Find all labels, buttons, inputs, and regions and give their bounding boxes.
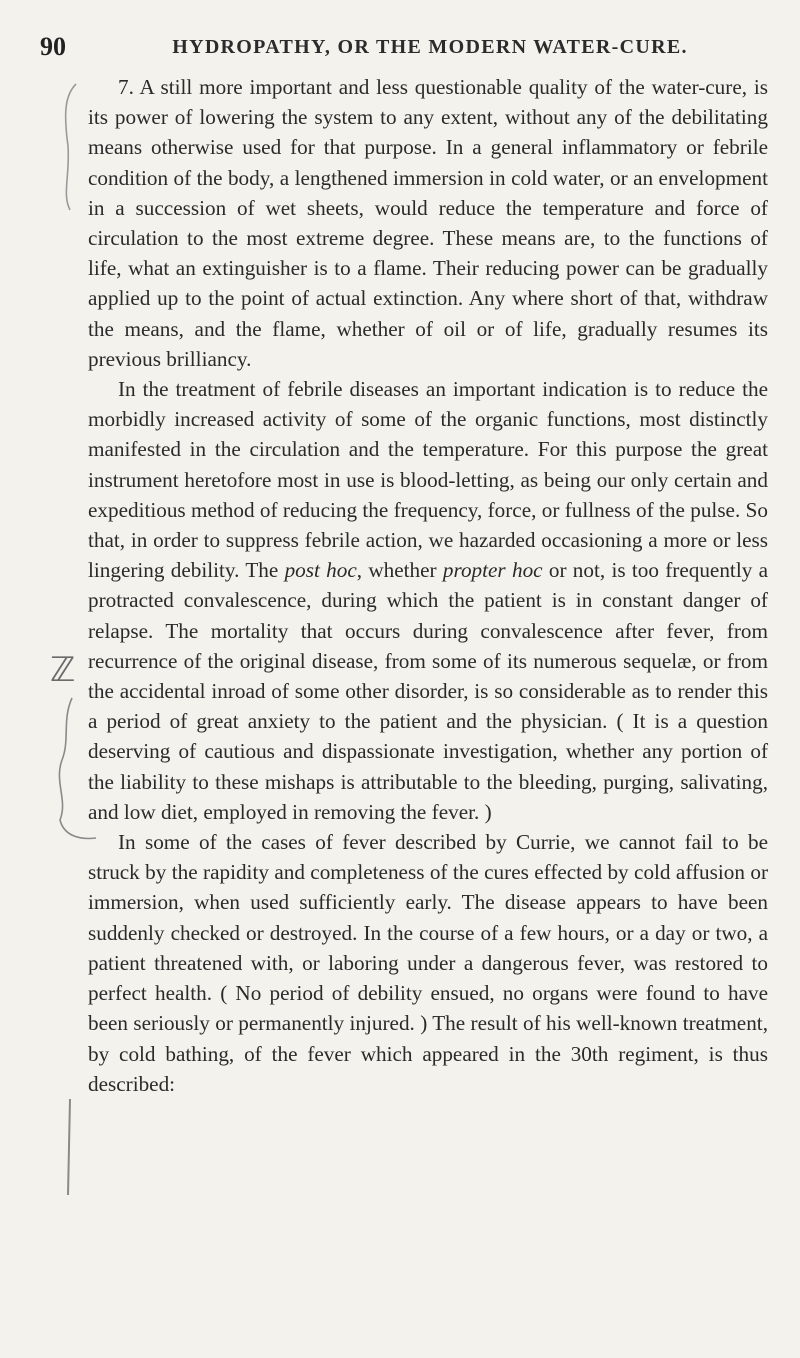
margin-scribble-mark: ℤ: [50, 650, 76, 690]
paragraph-3: In some of the cases of fever described by Currie, we cannot fail to be struck by the rapidity and completeness of the cures effected by cold affusion or immersion, when used sufficiently early. The disease appears to have been suddenly checked or destroyed. In the course of a few hours, or a day or two, a patient threatened with, or laboring under a dangerous fever, was restored to perfect health. ( No period of debility ensued, no organs were found to have been seriously or permanently injured. ) The result of his well-known treatment, by cold bathing, of the fever which appeared in the 30th regiment, is thus described:: [88, 830, 768, 1096]
running-title: HYDROPATHY, OR THE MODERN WATER-CURE.: [172, 36, 688, 58]
paragraph-2-part-3: or not, is too frequently a protracted convalescence, during which the patient is in constant danger of relapse. The mortality that occurs during convalescence after fever, from recurrence of the original disease, from some of its numerous sequelæ, or from the accidental inroad of some other disorder, is so considerable as to render this a period of great anxiety to the patient and the physician. ( It is a question deserving of cautious and dispassionate investigation, whether any portion of the liability to these mishaps is attributable to the bleeding, purging, salivating, and low diet, employed in removing the fever. ): [88, 558, 768, 824]
page-number: 90: [40, 32, 66, 61]
margin-bracket-mark: [50, 76, 80, 216]
paragraph-2: [88, 374, 768, 827]
page-header: [40, 32, 760, 62]
paragraph-2-part-2: , whether: [356, 558, 443, 583]
paragraph-1: 7. A still more important and less questionable quality of the water-cure, is its power of lowering the system to any extent, without any of the debilitating means otherwise used for that purpose. In a general inflammatory or febrile condition of the body, a lengthened immersion in cold water, or an envelopment in a succession of wet sheets, would reduce the temperature and force of circulation to the most extreme degree. These means are, to the functions of life, what an extinguisher is to a flame. Their reducing power can be gradually applied up to the point of actual extinction. Any where short of that, withdraw the means, and the flame, whether of oil or of life, gradually resumes its previous brilliancy.: [88, 75, 768, 371]
margin-line-mark: [60, 1095, 80, 1205]
italic-phrase-propter-hoc: propter hoc: [442, 558, 543, 583]
page-body: [88, 72, 768, 1099]
paragraph-2-part-1: In the treatment of febrile diseases an important indication is to reduce the morbidly increased activity of some of the organic functions, most distinctly manifested in the circulation and the temperature. For this purpose the great instrument heretofore most in use is blood-letting, as being our only certain and expeditious method of reducing the frequency, force, or fullness of the pulse. So that, in order to suppress febrile action, we hazarded occasioning a more or less lingering debility. The: [88, 377, 768, 583]
italic-phrase-post-hoc: post hoc: [284, 558, 357, 583]
